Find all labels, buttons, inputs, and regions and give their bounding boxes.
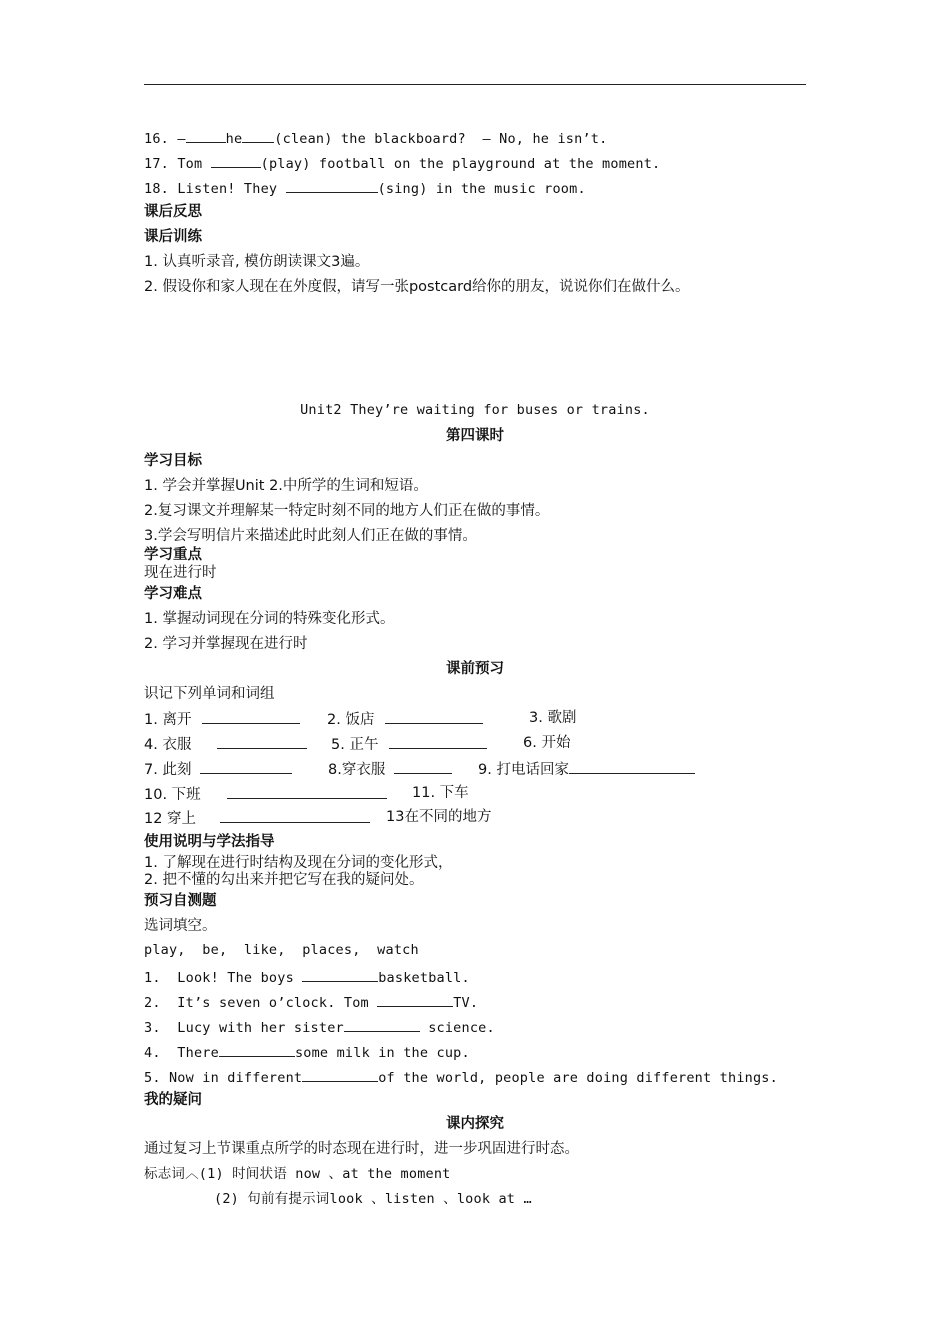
answer-blank[interactable] — [377, 994, 453, 1007]
difficulty-item: 1. 掌握动词现在分词的特殊变化形式。 — [144, 611, 395, 627]
exercise-18: 18. Listen! They (sing) in the music room. — [144, 181, 586, 197]
signal-words-2: (2) 句前有提示词look 、listen 、look at … — [214, 1191, 532, 1207]
explore-intro: 通过复习上节课重点所学的时态现在进行时，进一步巩固进行时态。 — [144, 1141, 579, 1157]
key-text: 现在进行时 — [144, 565, 217, 581]
vocab-item: 2. 饭店 — [327, 711, 483, 728]
vocab-item: 6. 开始 — [523, 735, 571, 751]
vocab-item: 7. 此刻 — [144, 761, 292, 778]
answer-blank[interactable] — [220, 810, 370, 823]
guide-item: 1. 了解现在进行时结构及现在分词的变化形式， — [144, 855, 453, 871]
unit-title: Unit2 They’re waiting for buses or trains. — [300, 402, 650, 418]
answer-blank[interactable] — [385, 711, 483, 724]
section-heading-difficulty: 学习难点 — [144, 586, 202, 602]
answer-blank[interactable] — [344, 1019, 420, 1032]
answer-blank[interactable] — [217, 736, 307, 749]
signal-words-1: 标志词︿(1) 时间状语 now 、at the moment — [144, 1166, 451, 1182]
vocab-item: 11. 下车 — [412, 785, 469, 801]
selftest-item: 1. Look! The boys basketball. — [144, 970, 470, 986]
answer-blank[interactable] — [302, 1069, 378, 1082]
vocab-item: 4. 衣服 — [144, 736, 307, 753]
vocab-item: 3. 歌剧 — [529, 710, 577, 726]
selftest-item: 3. Lucy with her sister science. — [144, 1020, 495, 1036]
answer-blank[interactable] — [286, 180, 378, 193]
selftest-item: 4. There some milk in the cup. — [144, 1045, 470, 1061]
answer-blank[interactable] — [186, 130, 226, 143]
word-bank: play, be, like, places, watch — [144, 942, 419, 958]
section-heading-training: 课后训练 — [144, 229, 202, 245]
answer-blank[interactable] — [569, 761, 695, 774]
section-heading-questions: 我的疑问 — [144, 1092, 202, 1108]
exercise-16: 16. — he (clean) the blackboard? — No, he isn’t. — [144, 131, 608, 147]
header-rule — [144, 84, 806, 85]
answer-blank[interactable] — [394, 761, 452, 774]
training-item: 2. 假设你和家人现在在外度假，请写一张postcard给你的朋友，说说你们在做什么。 — [144, 279, 690, 295]
section-heading-selftest: 预习自测题 — [144, 893, 217, 909]
vocab-intro: 识记下列单词和词组 — [144, 686, 275, 702]
guide-item: 2. 把不懂的勾出来并把它写在我的疑问处。 — [144, 872, 424, 888]
goal-item: 1. 学会并掌握Unit 2.中所学的生词和短语。 — [144, 478, 428, 494]
answer-blank[interactable] — [211, 155, 261, 168]
lesson-title: 第四课时 — [446, 428, 504, 444]
section-heading-guide: 使用说明与学法指导 — [144, 834, 275, 850]
section-heading-key: 学习重点 — [144, 547, 202, 563]
training-item: 1. 认真听录音, 模仿朗读课文3遍。 — [144, 254, 370, 270]
vocab-item: 10. 下班 — [144, 786, 387, 803]
selftest-item: 2. It’s seven o’clock. Tom TV. — [144, 995, 479, 1011]
answer-blank[interactable] — [200, 761, 292, 774]
exercise-17: 17. Tom (play) football on the playground at the moment. — [144, 156, 661, 172]
answer-blank[interactable] — [302, 969, 378, 982]
selftest-item: 5. Now in different of the world, people are doing different things. — [144, 1070, 778, 1086]
vocab-item: 12 穿上 — [144, 810, 370, 827]
answer-blank[interactable] — [227, 786, 387, 799]
section-heading-preview: 课前预习 — [446, 661, 504, 677]
answer-blank[interactable] — [219, 1044, 295, 1057]
goal-item: 2.复习课文并理解某一特定时刻不同的地方人们正在做的事情。 — [144, 503, 550, 519]
vocab-item: 1. 离开 — [144, 711, 300, 728]
section-heading-reflection: 课后反思 — [144, 204, 202, 220]
vocab-item: 5. 正午 — [331, 736, 487, 753]
answer-blank[interactable] — [202, 711, 300, 724]
goal-item: 3.学会写明信片来描述此时此刻人们正在做的事情。 — [144, 528, 477, 544]
selftest-intro: 选词填空。 — [144, 918, 217, 934]
section-heading-goals: 学习目标 — [144, 453, 202, 469]
answer-blank[interactable] — [242, 130, 274, 143]
section-heading-explore: 课内探究 — [446, 1116, 504, 1132]
difficulty-item: 2. 学习并掌握现在进行时 — [144, 636, 308, 652]
vocab-item: 9. 打电话回家 — [478, 761, 695, 778]
vocab-item: 8.穿衣服 — [328, 761, 452, 778]
answer-blank[interactable] — [389, 736, 487, 749]
vocab-item: 13在不同的地方 — [386, 809, 492, 825]
